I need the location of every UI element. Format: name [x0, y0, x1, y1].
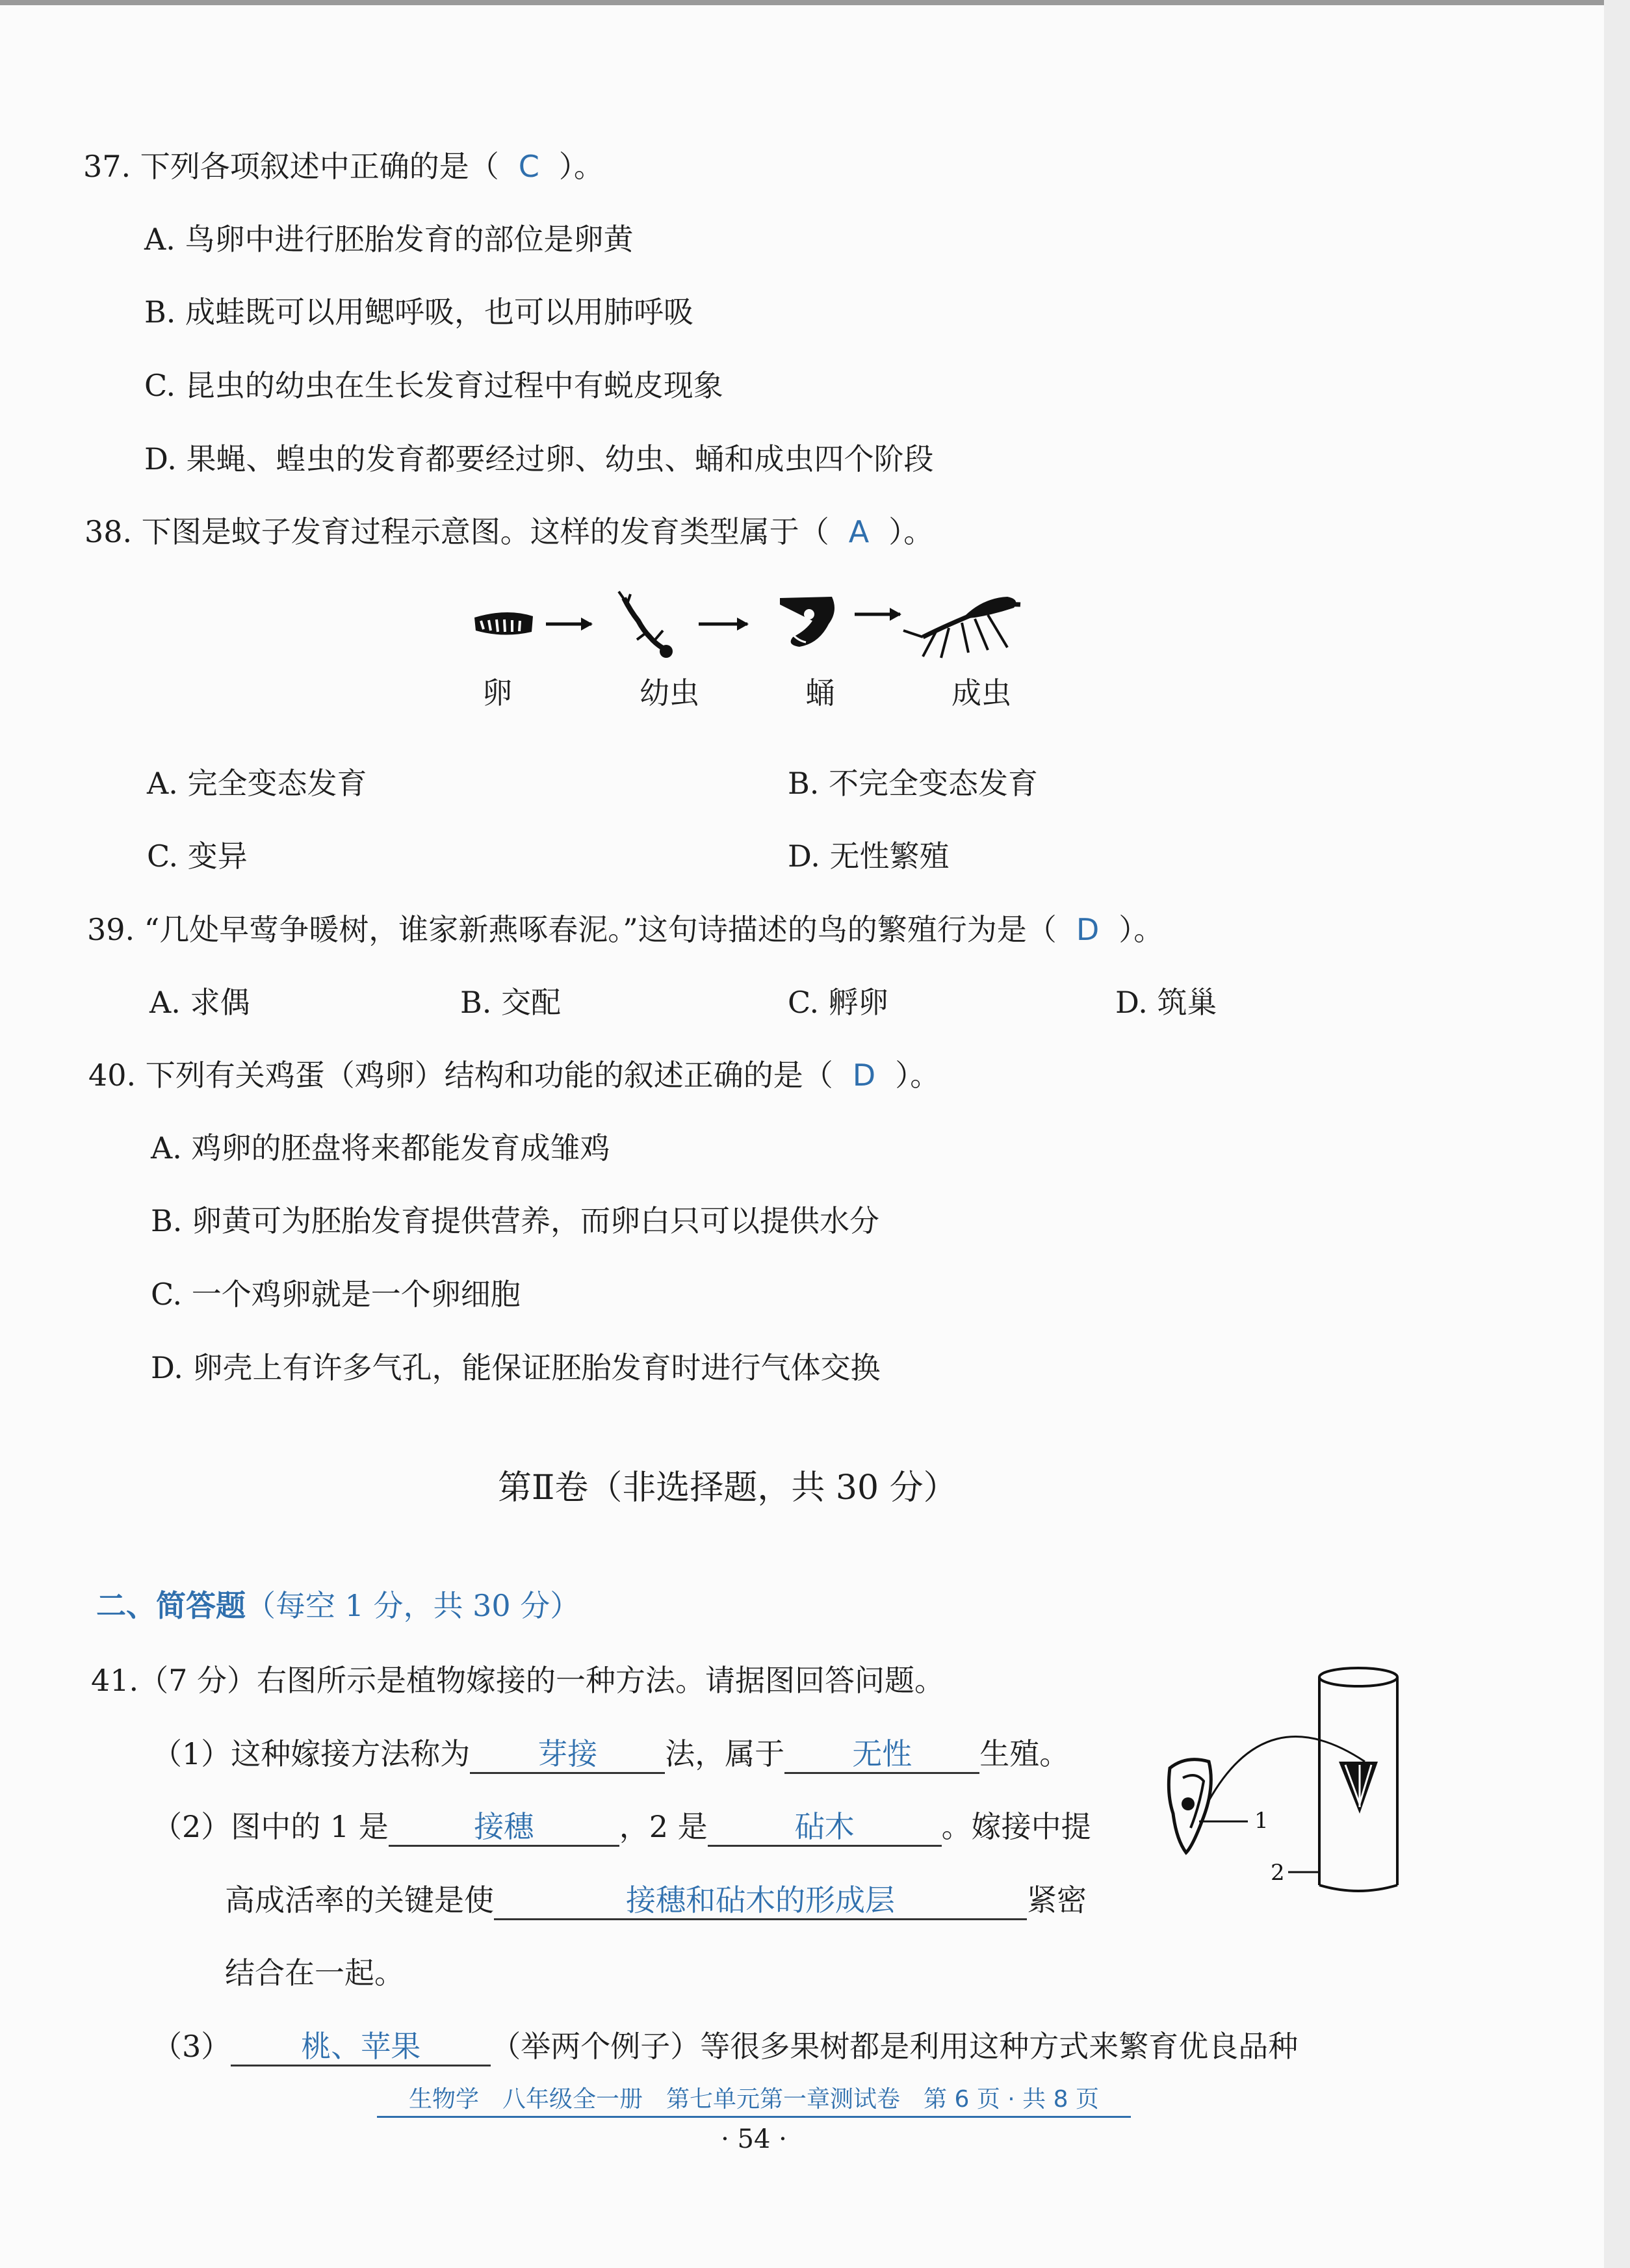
stage-label-pupa: 蛹: [805, 675, 835, 710]
part2-title: 第Ⅱ卷（非选择题，共 30 分）: [498, 1468, 957, 1507]
fig-label-1: 1: [1254, 1808, 1269, 1834]
q41-p1-blank-1: 芽接: [470, 1736, 665, 1774]
q41-p3-blank: 桃、苹果: [231, 2028, 491, 2066]
q39-answer: D: [1076, 912, 1100, 947]
q41-part3: （3） 桃、苹果 （举两个例子）等很多果树都是利用这种方式来繁育优良品种: [152, 2027, 1298, 2066]
egg-drawing: [474, 612, 533, 635]
q41-part2-line2: 高成活率的关键是使 接穗和砧木的形成层 紧密: [225, 1881, 1087, 1920]
q37-answer: C: [518, 149, 539, 184]
q40-option-a: A. 鸡卵的胚盘将来都能发育成雏鸡: [151, 1130, 610, 1166]
bud-slot-on-stock: [1339, 1762, 1378, 1814]
q39-option-a: A. 求偶: [149, 985, 250, 1020]
q40-stem: 40. 下列有关鸡蛋（鸡卵）结构和功能的叙述正确的是（ D ）。: [88, 1058, 940, 1093]
q38-stem: 38. 下图是蚊子发育过程示意图。这样的发育类型属于（ A ）。: [84, 514, 934, 549]
q40-answer: D: [852, 1058, 876, 1093]
q41-part1: （1）这种嫁接方法称为 芽接 法，属于 无性 生殖。: [152, 1734, 1069, 1774]
adult-mosquito-drawing: [903, 597, 1020, 658]
q38-answer: A: [848, 514, 870, 549]
scion-bud-drawing: [1169, 1760, 1211, 1853]
q41-p1-blank-2: 无性: [784, 1736, 979, 1774]
stage-label-adult: 成虫: [951, 675, 1011, 710]
q40-option-c: C. 一个鸡卵就是一个卵细胞: [151, 1277, 521, 1312]
page-number: · 54 ·: [721, 2124, 787, 2154]
q37-option-a: A. 鸟卵中进行胚胎发育的部位是卵黄: [144, 222, 634, 257]
q41-p2-blank-2: 砧木: [708, 1808, 942, 1847]
stage-label-egg: 卵: [482, 675, 512, 710]
q41-stem: 41.（7 分）右图所示是植物嫁接的一种方法。请据图回答问题。: [91, 1663, 945, 1698]
q37-option-b: B. 成蛙既可以用鳃呼吸，也可以用肺呼吸: [144, 294, 694, 330]
q39-option-b: B. 交配: [460, 985, 562, 1020]
q41-part2-line3: 结合在一起。: [225, 1955, 404, 1990]
q38-option-d: D. 无性繁殖: [788, 839, 950, 874]
q41-part2-line1: （2）图中的 1 是 接穗 ，2 是 砧木 。嫁接中提: [152, 1807, 1091, 1847]
arrow-3-icon: [855, 608, 901, 621]
q40-option-d: D. 卵壳上有许多气孔，能保证胚胎发育时进行气体交换: [151, 1350, 881, 1385]
fig-label-2: 2: [1271, 1860, 1285, 1886]
section2-heading: 二、简答题（每空 1 分，共 30 分）: [96, 1588, 580, 1623]
pupa-drawing: [780, 597, 834, 647]
q37-stem: 37. 下列各项叙述中正确的是（ C ）。: [83, 149, 604, 184]
q37-option-c: C. 昆虫的幼虫在生长发育过程中有蜕皮现象: [144, 368, 723, 403]
q37-option-d: D. 果蝇、蝗虫的发育都要经过卵、幼虫、蛹和成虫四个阶段: [144, 441, 934, 476]
q39-stem: 39. “几处早莺争暖树，谁家新燕啄春泥。”这句诗描述的鸟的繁殖行为是（ D ）。: [87, 912, 1164, 947]
mosquito-lifecycle-figure: [468, 585, 1040, 676]
q39-option-d: D. 筑巢: [1115, 985, 1217, 1020]
grafting-figure: [1150, 1658, 1410, 1905]
arrow-1-icon: [546, 618, 593, 631]
q41-p2-blank-3: 接穗和砧木的形成层: [494, 1882, 1027, 1920]
arrow-2-icon: [699, 618, 749, 631]
q38-option-a: A. 完全变态发育: [147, 766, 367, 801]
q38-option-c: C. 变异: [147, 839, 248, 874]
page-footer: 生物学 八年级全一册 第七单元第一章测试卷 第 6 页 · 共 8 页: [377, 2083, 1131, 2118]
larva-drawing: [619, 592, 673, 658]
q39-option-c: C. 孵卵: [788, 985, 888, 1020]
scan-top-edge: [0, 0, 1630, 5]
insertion-curve: [1209, 1737, 1365, 1801]
q38-option-b: B. 不完全变态发育: [788, 766, 1039, 801]
stage-label-larva: 幼虫: [640, 675, 699, 710]
q41-p2-blank-1: 接穗: [389, 1808, 619, 1847]
q40-option-b: B. 卵黄可为胚胎发育提供营养，而卵白只可以提供水分: [151, 1203, 880, 1238]
scan-right-edge: [1604, 0, 1630, 2268]
